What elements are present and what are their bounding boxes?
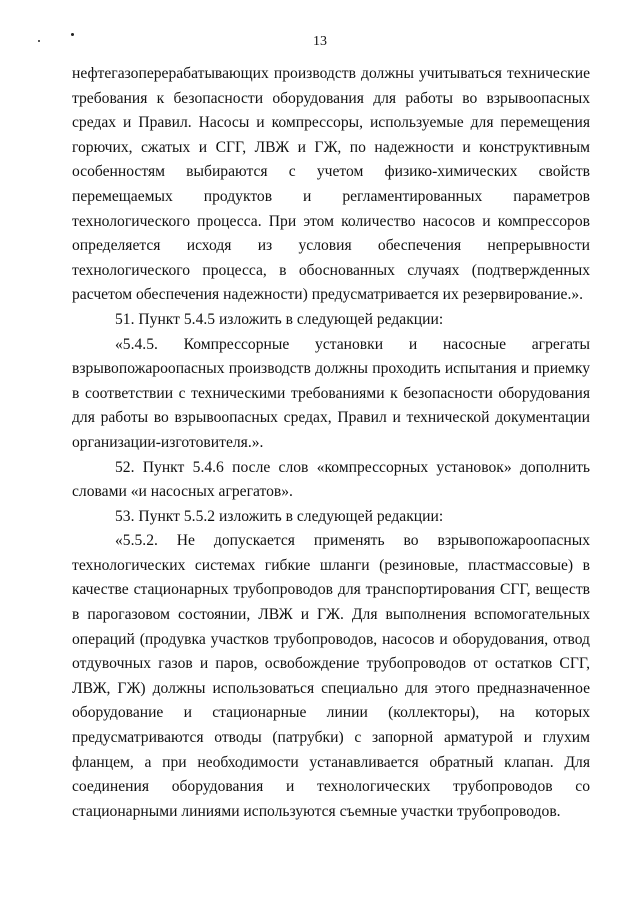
paragraph-item-53: 53. Пункт 5.5.2 изложить в следующей редакции: <box>115 507 444 525</box>
paragraph-clause-5-4-5: «5.4.5. Компрессорные установки и насосные агрегаты взрывопожароопасных производств должны проходить испытания и приемку в соответствии с техническими требованиями к безопасности оборудования для работы во взрывоопасных средах, Правил и технической документации организации-изготовителя.». <box>72 335 590 451</box>
paragraph-item-52: 52. Пункт 5.4.6 после слов «компрессорных установок» дополнить словами «и насосных агрегатов». <box>72 458 590 501</box>
paragraph-continuation: нефтегазоперерабатывающих производств должны учитываться технические требования к безопасности оборудования для работы во взрывоопасных средах и Правил. Насосы и компрессоры, используемые для перемещения горючих, сжатых и СГГ, ЛВЖ и ГЖ, по надежности и конструктивным особенностям выбираются с учетом физико-химических свойств перемещаемых продуктов и регламентированных параметров технологического процесса. При этом количество насосов и компрессоров определяется исходя из условия обеспечения непрерывности технологического процесса, в обоснованных случаях (подтвержденных расчетом обеспечения надежности) предусматривается их резервирование.». <box>72 65 590 304</box>
page-number: 13 <box>313 34 327 49</box>
document-body <box>72 62 590 824</box>
paragraph-item-51: 51. Пункт 5.4.5 изложить в следующей редакции: <box>115 310 444 328</box>
paragraph-clause-5-5-2: «5.5.2. Не допускается применять во взрывопожароопасных технологических системах гибкие шланги (резиновые, пластмассовые) в качестве стационарных трубопроводов для транспортирования СГГ, веществ в парогазовом состоянии, ЛВЖ и ГЖ. Для выполнения вспомогательных операций (продувка участков трубопроводов, насосов и оборудования, отвод отдувочных газов и паров, освобождение трубопроводов от остатков СГГ, ЛВЖ, ГЖ) должны использоваться специально для этого предназначенное оборудование и стационарные линии (коллекторы), на которых предусматриваются отводы (патрубки) с запорной арматурой и глухим фланцем, а при необходимости устанавливается обратный клапан. Для соединения оборудования и технологических трубопроводов со стационарными линиями используются съемные участки трубопроводов. <box>72 532 590 820</box>
